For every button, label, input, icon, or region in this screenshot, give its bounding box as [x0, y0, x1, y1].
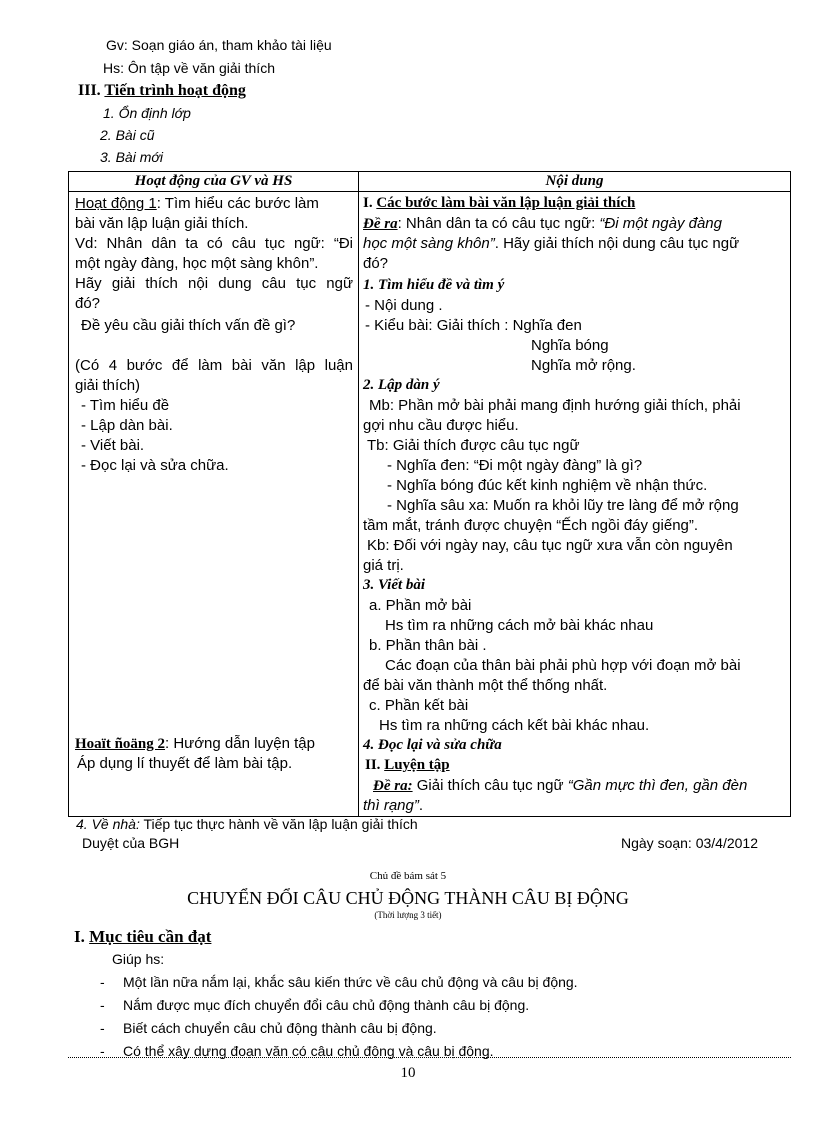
goals-intro: Giúp hs:	[112, 951, 165, 967]
goal-bullet: -	[100, 997, 105, 1013]
practice-topic-line-2	[363, 796, 423, 815]
step-list-item: - Lập dàn bài.	[81, 417, 173, 434]
write-part-b-text2: để bài văn thành một thể thống nhất.	[363, 677, 608, 694]
write-part-c-text: Hs tìm ra những cách kết bài khác nhau.	[379, 717, 650, 734]
goals-number: I.	[74, 927, 85, 946]
goal-item: Biết cách chuyển câu chủ động thành câu bị động.	[123, 1020, 437, 1036]
note-line-2: giải thích)	[75, 377, 141, 394]
activity-2-line2: Áp dụng lí thuyết để làm bài tập.	[77, 755, 293, 772]
topic-line-2	[363, 234, 739, 253]
table-header-content: Nội dung	[359, 172, 791, 192]
analysis-item: - Nội dung .	[365, 297, 443, 314]
conclusion-line-2: giá trị.	[363, 557, 404, 574]
activity-2-text: : Hướng dẫn luyện tập	[165, 735, 315, 752]
practice-topic-end: .	[418, 797, 424, 814]
example-line-2: một ngày đàng, học một sàng khôn”.	[75, 255, 319, 272]
activity-1-text: : Tìm hiểu các bước làm	[156, 195, 319, 212]
write-part-a: a. Phần mở bài	[369, 597, 472, 614]
duration-caption: (Thời lượng 3 tiết)	[374, 910, 442, 920]
body-heading: Tb: Giải thích được câu tục ngữ	[367, 437, 580, 454]
table-header-activities: Hoạt động của GV và HS	[69, 172, 359, 192]
topic-line-1	[363, 214, 722, 234]
step-heading-2: 2. Lập dàn ý	[363, 377, 440, 393]
activity-1-line2: bài văn lập luận giải thích.	[75, 215, 249, 232]
page-number: 10	[400, 1065, 416, 1081]
footer-divider	[68, 1057, 791, 1058]
write-part-b: b. Phần thân bài .	[369, 637, 487, 654]
goal-bullet: -	[100, 974, 105, 990]
goal-bullet: -	[100, 1020, 105, 1036]
write-part-b-text1: Các đoạn của thân bài phải phù hợp với đoạn mở bài	[385, 657, 741, 674]
section-1-title: Các bước làm bài văn lập luận giải thích	[376, 195, 636, 211]
section-1-number: I.	[363, 195, 373, 211]
extended-meaning: Nghĩa mở rộng.	[531, 357, 636, 374]
goal-item: Nắm được mục đích chuyển đổi câu chủ động thành câu bị động.	[123, 997, 530, 1013]
step-2: 2. Bài cũ	[100, 127, 155, 143]
topic-label: Đề ra	[363, 216, 398, 232]
section3-heading	[78, 81, 246, 100]
body-item: - Nghĩa sâu xa: Muốn ra khỏi lũy tre làng để mở rộng	[387, 497, 739, 514]
step-list-item: - Tìm hiểu đề	[81, 397, 170, 414]
step-heading-1: 1. Tìm hiểu đề và tìm ý	[363, 277, 505, 293]
main-title: CHUYỂN ĐỔI CÂU CHỦ ĐỘNG THÀNH CÂU BỊ ĐỘNG	[187, 888, 629, 908]
section-1-heading	[363, 194, 635, 213]
analysis-item: - Kiểu bài: Giải thích : Nghĩa đen	[365, 317, 582, 334]
step-list-item: - Đọc lại và sửa chữa.	[81, 457, 229, 474]
intro-line-1: Mb: Phần mở bài phải mang định hướng giải thích, phải	[369, 397, 741, 414]
activity-2-line	[75, 734, 315, 754]
example-line-1: Vd: Nhân dân ta có câu tục ngữ: “Đi	[75, 235, 353, 252]
body-item: - Nghĩa bóng đúc kết kinh nghiệm về nhận thức.	[387, 477, 708, 494]
homework-line	[76, 815, 418, 834]
activity-1-line	[75, 194, 319, 213]
date-label: Ngày soạn: 03/4/2012	[621, 835, 758, 851]
right-column	[359, 192, 791, 817]
example-line-4: đó?	[75, 295, 101, 312]
write-part-a-text: Hs tìm ra những cách mở bài khác nhau	[385, 617, 654, 634]
section-2-title: Luyện tập	[384, 757, 450, 773]
write-part-c: c. Phần kết bài	[369, 697, 469, 714]
lesson-table	[68, 171, 791, 817]
section-2-heading	[365, 756, 450, 775]
step-heading-4: 4. Đọc lại và sửa chữa	[363, 737, 502, 753]
topic-quote: “Đi một ngày đàng	[599, 215, 722, 232]
homework-label: 4. Về nhà:	[76, 816, 140, 832]
prep-gv: Gv: Soạn giáo án, tham khảo tài liệu	[106, 37, 332, 53]
activity-2-label: Hoaït ñoäng 2	[75, 736, 166, 752]
practice-topic-quote-cont: thì rạng”	[363, 797, 419, 814]
goal-bullet: -	[100, 1043, 105, 1059]
topic-caption: Chủ đề bám sát 5	[369, 870, 447, 882]
topic-quote-cont: học một sàng khôn”	[363, 235, 495, 252]
topic-line-3: đó?	[363, 255, 389, 272]
step-1: 1. Ổn định lớp	[103, 105, 191, 121]
body-item: - Nghĩa đen: “Đi một ngày đàng” là gì?	[387, 457, 643, 474]
step-heading-3: 3. Viết bài	[363, 577, 426, 593]
figurative-meaning: Nghĩa bóng	[531, 337, 609, 354]
practice-topic-line-1	[373, 776, 747, 796]
conclusion-line-1: Kb: Đối với ngày nay, câu tục ngữ xưa vẫn còn nguyên	[367, 537, 733, 554]
question-line: Đề yêu cầu giải thích vấn đề gì?	[81, 317, 296, 334]
topic-text: : Nhân dân ta có câu tục ngữ:	[397, 215, 600, 232]
topic-text-cont: . Hãy giải thích nội dung câu tục ngữ	[494, 235, 740, 252]
approval-label: Duyệt của BGH	[82, 835, 180, 851]
homework-text: Tiếp tục thực hành về văn lập luận giải thích	[139, 816, 418, 832]
goal-item: Có thể xây dựng đoạn văn có câu chủ động và câu bị động.	[123, 1043, 494, 1059]
section3-title: Tiến trình hoạt động	[104, 82, 246, 99]
practice-topic-text: Giải thích câu tục ngữ	[412, 777, 568, 794]
note-line-1: (Có 4 bước để làm bài văn lập luận	[75, 357, 353, 374]
practice-topic-label: Đề ra:	[373, 778, 413, 794]
step-list-item: - Viết bài.	[81, 437, 145, 454]
goal-item: Một lần nữa nắm lại, khắc sâu kiến thức về câu chủ động và câu bị động.	[123, 974, 578, 990]
activity-1-label: Hoạt động 1	[75, 195, 157, 212]
goals-heading	[74, 926, 211, 948]
prep-hs: Hs: Ôn tập về văn giải thích	[103, 60, 275, 76]
practice-topic-quote: “Gần mực thì đen, gần đèn	[567, 777, 748, 794]
body-item-cont: tầm mắt, tránh được chuyện “Ếch ngồi đáy giếng”.	[363, 517, 699, 534]
example-line-3: Hãy giải thích nội dung câu tục ngữ	[75, 275, 353, 292]
left-column	[69, 192, 359, 817]
step-3: 3. Bài mới	[100, 149, 163, 165]
intro-line-2: gợi nhu cầu được hiểu.	[363, 417, 519, 434]
goals-title: Mục tiêu cần đạt	[89, 927, 212, 946]
section3-number: III.	[78, 82, 101, 99]
section-2-number: II.	[365, 757, 381, 773]
